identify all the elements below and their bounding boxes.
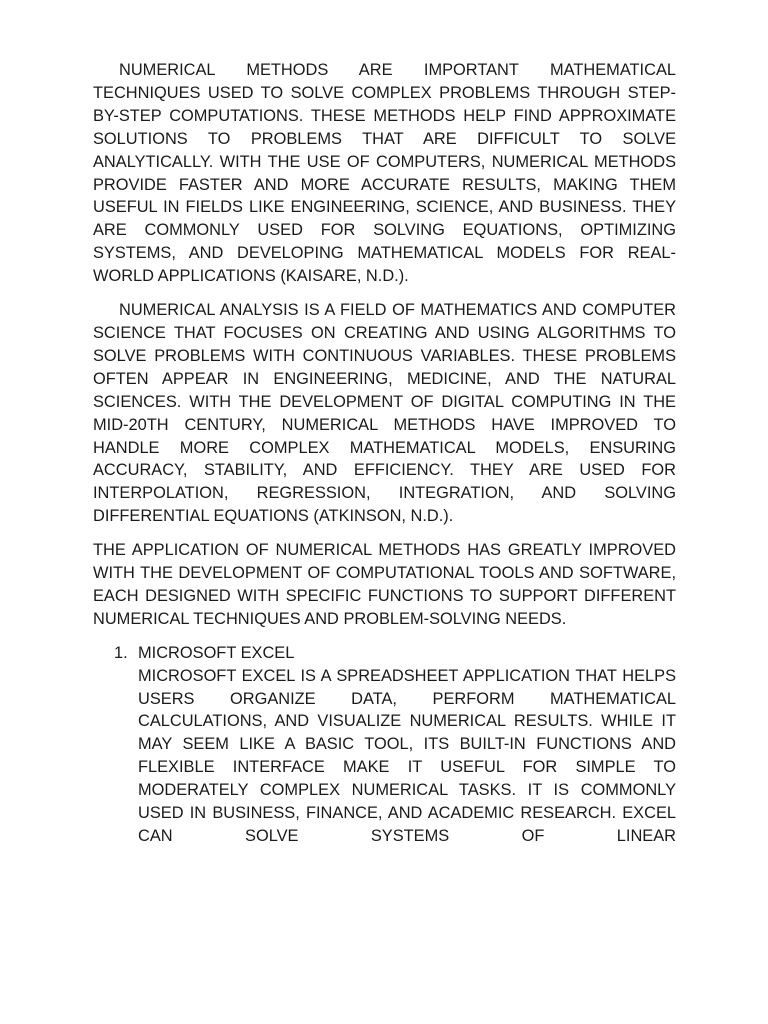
paragraph-numerical-methods-intro: NUMERICAL METHODS ARE IMPORTANT MATHEMATICAL TECHNIQUES USED TO SOLVE COMPLEX PROBLEMS THROUGH STEP-BY-STEP COMPUTATIONS. THESE METHODS HELP FIND APPROXIMATE SOLUTIONS TO PROBLEMS THAT ARE DIFFICULT TO SOLVE ANALYTICALLY. WITH THE USE OF COMPUTERS, NUMERICAL METHODS PROVIDE FASTER AND MORE ACCURATE RESULTS, MAKING THEM USEFUL IN FIELDS LIKE ENGINEERING, SCIENCE, AND BUSINESS. THEY ARE COMMONLY USED FOR SOLVING EQUATIONS, OPTIMIZING SYSTEMS, AND DEVELOPING MATHEMATICAL MODELS FOR REAL-WORLD APPLICATIONS (KAISARE, N.D.).	[93, 61, 676, 286]
list-item-number: 1.	[114, 643, 128, 662]
paragraph-numerical-analysis: NUMERICAL ANALYSIS IS A FIELD OF MATHEMATICS AND COMPUTER SCIENCE THAT FOCUSES ON CREATING AND USING ALGORITHMS TO SOLVE PROBLEMS WITH CONTINUOUS VARIABLES. THESE PROBLEMS OFTEN APPEAR IN ENGINEERING, MEDICINE, AND THE NATURAL SCIENCES. WITH THE DEVELOPMENT OF DIGITAL COMPUTING IN THE MID-20TH CENTURY, NUMERICAL METHODS HAVE IMPROVED TO HANDLE MORE COMPLEX MATHEMATICAL MODELS, ENSURING ACCURACY, STABILITY, AND EFFICIENCY. THEY ARE USED FOR INTERPOLATION, REGRESSION, INTEGRATION, AND SOLVING DIFFERENTIAL EQUATIONS (ATKINSON, N.D.).	[93, 301, 676, 526]
list-item	[93, 642, 676, 848]
software-list	[93, 642, 676, 848]
list-item-title: MICROSOFT EXCEL	[138, 643, 295, 662]
paragraph-computational-tools: THE APPLICATION OF NUMERICAL METHODS HAS GREATLY IMPROVED WITH THE DEVELOPMENT OF COMPUTATIONAL TOOLS AND SOFTWARE, EACH DESIGNED WITH SPECIFIC FUNCTIONS TO SUPPORT DIFFERENT NUMERICAL TECHNIQUES AND PROBLEM-SOLVING NEEDS.	[93, 541, 676, 628]
document-page	[93, 59, 676, 848]
list-item-body: MICROSOFT EXCEL IS A SPREADSHEET APPLICATION THAT HELPS USERS ORGANIZE DATA, PERFORM MATHEMATICAL CALCULATIONS, AND VISUALIZE NUMERICAL RESULTS. WHILE IT MAY SEEM LIKE A BASIC TOOL, ITS BUILT-IN FUNCTIONS AND FLEXIBLE INTERFACE MAKE IT USEFUL FOR SIMPLE TO MODERATELY COMPLEX NUMERICAL TASKS. IT IS COMMONLY USED IN BUSINESS, FINANCE, AND ACADEMIC RESEARCH. EXCEL CAN SOLVE SYSTEMS OF LINEAR	[138, 666, 676, 845]
